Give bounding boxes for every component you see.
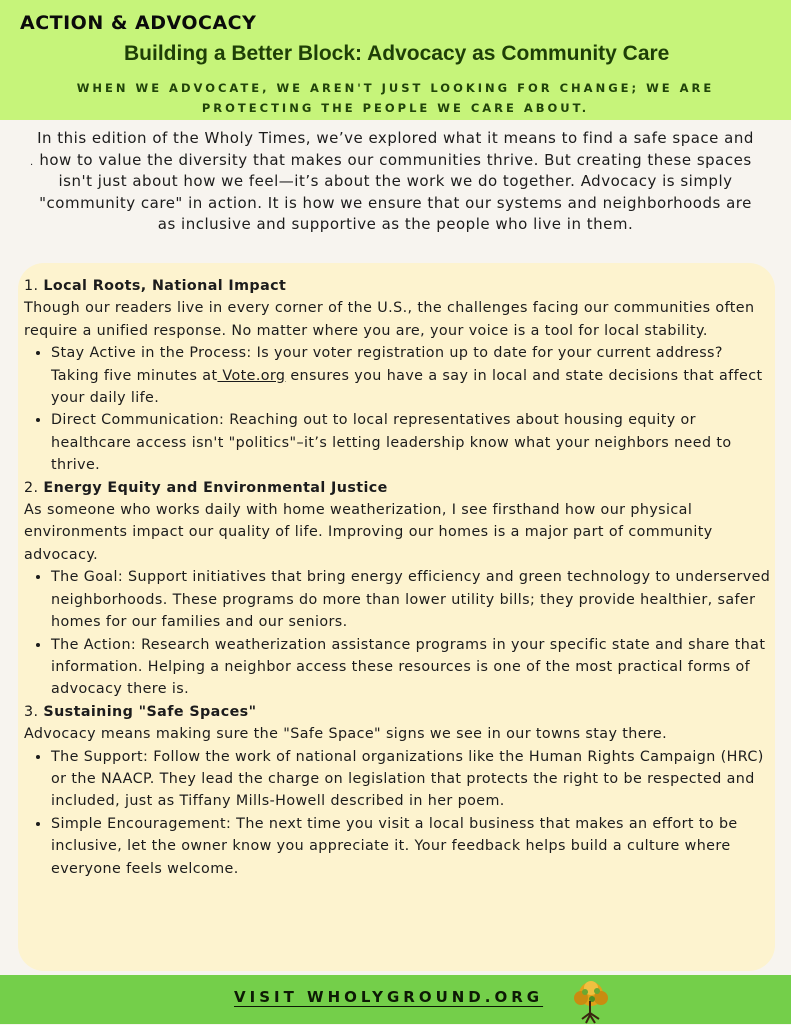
article-title: Building a Better Block: Advocacy as Community Care [124,42,670,65]
section-heading [24,477,774,499]
section-energy-equity [24,477,774,701]
section-number: 1. [24,278,39,294]
section-title: Sustaining "Safe Spaces" [43,703,257,720]
tree-icon [566,979,616,1025]
section-safe-spaces [24,701,774,880]
tagline: WHEN WE ADVOCATE, WE AREN'T JUST LOOKING FOR CHANGE; WE ARE PROTECTING THE PEOPLE WE CARE ABOUT. [76,81,715,115]
section-number: 2. [24,479,39,496]
bullet-item: • The Support: Follow the work of national organizations like the Human Rights Campaign (HRC) or the NAACP. They lead the charge on legislation that protects the right to be respected and included, just as Tiffany Mills-Howell described in her poem. [51,746,774,813]
section-number: 3. [24,703,39,720]
bullet-item: • Stay Active in the Process: Is your voter registration up to date for your current address? Taking five minutes at Vote.org ensures you have a say in local and state decisions that affect your daily life. [51,342,774,409]
website-link[interactable]: VISIT WHOLYGROUND.ORG [234,988,544,1006]
section-body: As someone who works daily with home weatherization, I see firsthand how our physical environments impact our quality of life. Improving our homes is a major part of community advocacy. [24,502,713,563]
section-body: Though our readers live in every corner of the U.S., the challenges facing our communities often require a unified response. No matter where you are, your voice is a tool for local stability. [24,300,755,339]
bullet-item: • The Action: Research weatherization assistance programs in your specific state and share that information. Helping a neighbor access these resources is one of the most practical forms of advocacy there is. [51,634,774,701]
bullet-item: • Direct Communication: Reaching out to local representatives about housing equity or healthcare access isn't "politics"–it’s letting leadership know what your neighbors need to thrive. [51,409,774,476]
section-title: Local Roots, National Impact [43,278,287,294]
bullet-list [24,746,774,880]
section-local-roots [24,275,774,477]
section-body: Advocacy means making sure the "Safe Space" signs we see in our towns stay there. [24,726,668,743]
section-label: ACTION & ADVOCACY [20,12,257,34]
section-title: Energy Equity and Environmental Justice [43,479,388,496]
bullet-list [24,342,774,476]
bullet-list [24,566,774,700]
vote-org-link[interactable]: Vote.org [217,367,286,384]
intro-paragraph: In this edition of the Wholy Times, we’ve explored what it means to find a safe space and how to value the diversity that makes our communities thrive. But creating these spaces isn't just about how we feel—it’s about the work we do together. Advocacy is simply "community care" in action. It is how we ensure that our systems and neighborhoods are as inclusive and supportive as the people who live in them. [37,129,754,233]
section-heading [24,275,774,297]
article-body [24,275,774,880]
bullet-item: • Simple Encouragement: The next time you visit a local business that makes an effort to be inclusive, let the owner know you appreciate it. Your feedback helps build a culture where everyone feels welcome. [51,813,774,880]
bullet-item: • The Goal: Support initiatives that bring energy efficiency and green technology to underserved neighborhoods. These programs do more than lower utility bills; they provide healthier, safer homes for our families and our seniors. [51,566,774,633]
section-heading [24,701,774,723]
stray-mark: . [30,157,34,168]
